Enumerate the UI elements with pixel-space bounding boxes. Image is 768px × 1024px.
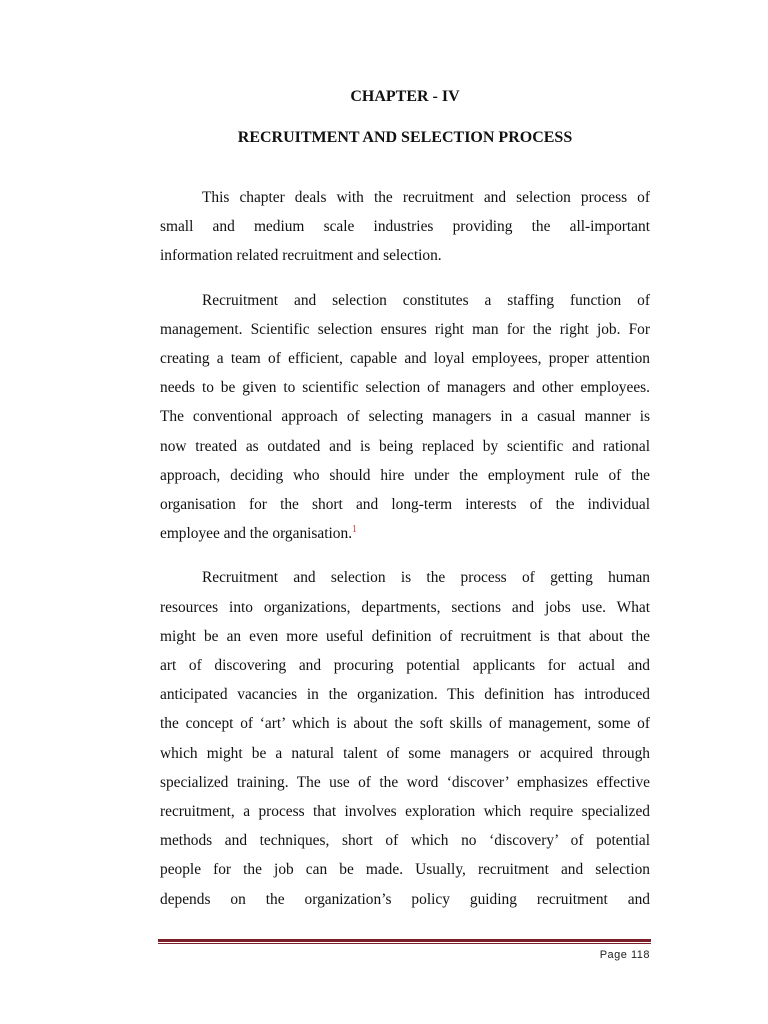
paragraph-line: the concept of ‘art’ which is about the soft skills of management, some of — [160, 715, 650, 733]
paragraph-line: small and medium scale industries providing the all-important — [160, 218, 650, 236]
paragraph-line: This chapter deals with the recruitment and selection process of — [202, 189, 650, 206]
footer-divider — [158, 939, 651, 945]
paragraph-line: information related recruitment and selection. — [160, 247, 442, 265]
paragraph-staffing-function — [160, 286, 650, 549]
paragraph-line: organisation for the short and long-term interests of the individual — [160, 496, 650, 514]
paragraph-line: Recruitment and selection constitutes a staffing function of — [202, 291, 650, 309]
paragraph-line: methods and techniques, short of which no ‘discovery’ of potential — [160, 832, 650, 850]
paragraph-intro — [160, 183, 650, 271]
footer-divider-thin — [158, 943, 651, 944]
paragraph-line: anticipated vacancies in the organization. This definition has introduced — [160, 686, 650, 704]
paragraph-line: which might be a natural talent of some managers or acquired through — [160, 744, 650, 762]
paragraph-line: needs to be given to scientific selection of managers and other employees. — [160, 379, 650, 397]
paragraph-line: now treated as outdated and is being replaced by scientific and rational — [160, 437, 650, 455]
paragraph-line: might be an even more useful definition of recruitment is that about the — [160, 627, 650, 645]
body-text — [160, 183, 650, 929]
paragraph-line: resources into organizations, departments, sections and jobs use. What — [160, 598, 650, 616]
chapter-title: RECRUITMENT AND SELECTION PROCESS — [237, 129, 573, 146]
paragraph-definition — [160, 563, 650, 913]
footer-divider-thick — [158, 939, 651, 942]
paragraph-line: depends on the organization’s policy guiding recruitment and — [160, 890, 650, 908]
footnote-reference[interactable]: 1 — [352, 524, 358, 536]
paragraph-line: employee and the organisation.$^1$ — [160, 524, 358, 543]
paragraph-line: The conventional approach of selecting managers in a casual manner is — [160, 408, 650, 426]
chapter-heading: CHAPTER - IV — [350, 88, 460, 105]
paragraph-line: specialized training. The use of the word ‘discover’ emphasizes effective — [160, 773, 650, 791]
paragraph-line: recruitment, a process that involves exploration which require specialized — [160, 803, 650, 821]
paragraph-line: Recruitment and selection is the process of getting human — [202, 569, 650, 587]
paragraph-line: creating a team of efficient, capable and loyal employees, proper attention — [160, 350, 650, 368]
paragraph-line: management. Scientific selection ensures right man for the right job. For — [160, 320, 650, 338]
paragraph-line: people for the job can be made. Usually, recruitment and selection — [160, 861, 650, 879]
page-number: Page 118 — [599, 949, 650, 961]
paragraph-line: approach, deciding who should hire under the employment rule of the — [160, 466, 650, 484]
paragraph-line: art of discovering and procuring potential applicants for actual and — [160, 657, 650, 675]
